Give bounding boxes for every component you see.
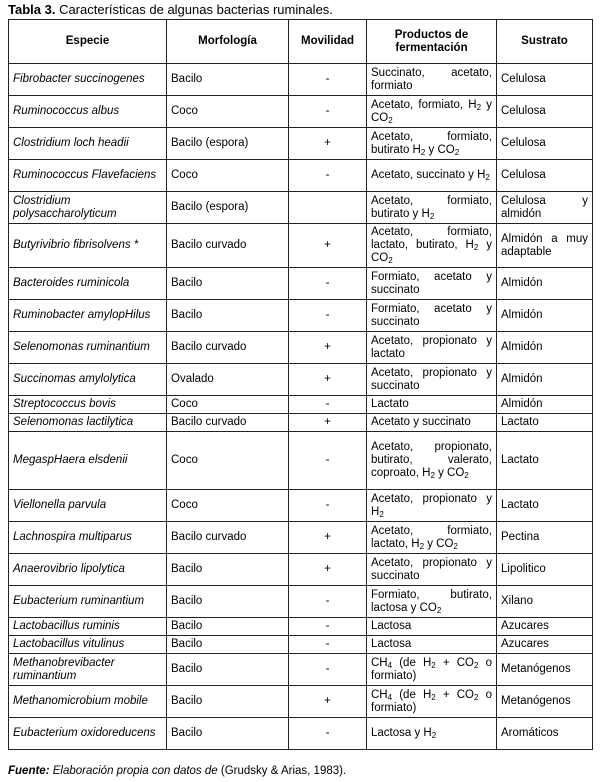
cell-sustrato: Lipolitico xyxy=(497,554,593,586)
table-row xyxy=(9,64,593,96)
cell-productos: Lactosa y $H_2$ xyxy=(367,718,497,750)
cell-sustrato: Almidón xyxy=(497,364,593,396)
cell-sustrato: Lactato xyxy=(497,490,593,522)
cell-morfologia: Bacilo xyxy=(167,554,289,586)
cell-productos: Lactosa xyxy=(367,636,497,654)
cell-productos: Acetato y succinato xyxy=(367,414,497,432)
cell-morfologia: Bacilo (espora) xyxy=(167,192,289,224)
source-text-italic: Elaboración propia con datos de xyxy=(49,765,218,777)
table-source xyxy=(8,764,346,778)
cell-especie: Bacteroides ruminicola xyxy=(9,268,167,300)
cell-sustrato: Celulosa xyxy=(497,128,593,160)
cell-sustrato: Metanógenos xyxy=(497,654,593,686)
cell-especie: Ruminococcus albus xyxy=(9,96,167,128)
cell-especie: Lactobacillus ruminis xyxy=(9,618,167,636)
cell-sustrato: Almidón xyxy=(497,268,593,300)
table-row xyxy=(9,300,593,332)
cell-productos: Formiato, butirato, lactosa y $CO_2$ xyxy=(367,586,497,618)
cell-sustrato: Almidón xyxy=(497,332,593,364)
cell-especie: MegaspHaera elsdenii xyxy=(9,432,167,490)
cell-morfologia: Bacilo curvado xyxy=(167,522,289,554)
cell-productos: Acetato, propionato y lactato xyxy=(367,332,497,364)
cell-morfologia: Coco xyxy=(167,160,289,192)
cell-movilidad: + xyxy=(289,554,367,586)
cell-sustrato: Metanógenos xyxy=(497,686,593,718)
cell-movilidad: - xyxy=(289,490,367,522)
cell-especie: Fibrobacter succinogenes xyxy=(9,64,167,96)
bacteria-table xyxy=(8,19,593,750)
cell-morfologia: Coco xyxy=(167,432,289,490)
cell-movilidad: - xyxy=(289,396,367,414)
cell-especie: Eubacterium oxidoreducens xyxy=(9,718,167,750)
cell-movilidad: - xyxy=(289,160,367,192)
cell-sustrato: Lactato xyxy=(497,414,593,432)
table-row xyxy=(9,432,593,490)
cell-sustrato: Celulosa xyxy=(497,64,593,96)
cell-especie: Clostridium polysaccharolyticum xyxy=(9,192,167,224)
cell-especie: Ruminococcus Flavefaciens xyxy=(9,160,167,192)
table-row xyxy=(9,192,593,224)
table-row xyxy=(9,636,593,654)
cell-movilidad: - xyxy=(289,654,367,686)
cell-productos: Acetato, propionato y succinato xyxy=(367,554,497,586)
table-row xyxy=(9,160,593,192)
table-row xyxy=(9,96,593,128)
cell-especie: Methanomicrobium mobile xyxy=(9,686,167,718)
cell-especie: Selenomonas lactilytica xyxy=(9,414,167,432)
header-row xyxy=(9,20,593,64)
cell-morfologia: Ovalado xyxy=(167,364,289,396)
cell-morfologia: Bacilo curvado xyxy=(167,414,289,432)
cell-movilidad: + xyxy=(289,364,367,396)
cell-morfologia: Bacilo xyxy=(167,618,289,636)
cell-especie: Lactobacillus vitulinus xyxy=(9,636,167,654)
header-morfologia: Morfología xyxy=(167,20,289,64)
cell-productos: Acetato, propionato y $H_2$ xyxy=(367,490,497,522)
header-especie: Especie xyxy=(9,20,167,64)
cell-morfologia: Bacilo xyxy=(167,64,289,96)
cell-productos: Acetato, formiato, butirato y $H_2$ xyxy=(367,192,497,224)
cell-productos: Acetato, propionato y succinato xyxy=(367,364,497,396)
cell-morfologia: Bacilo curvado xyxy=(167,224,289,268)
cell-sustrato: Almidón xyxy=(497,300,593,332)
cell-morfologia: Bacilo xyxy=(167,268,289,300)
table-row xyxy=(9,490,593,522)
table-row xyxy=(9,128,593,160)
cell-especie: Lachnospira multiparus xyxy=(9,522,167,554)
cell-productos: Acetato, succinato y $H_2$ xyxy=(367,160,497,192)
table-row xyxy=(9,718,593,750)
cell-sustrato: Azucares xyxy=(497,636,593,654)
table-caption-text: Características de algunas bacterias ruminales. xyxy=(55,2,333,17)
cell-productos: Formiato, acetato y succinato xyxy=(367,300,497,332)
table-row xyxy=(9,268,593,300)
cell-productos: Lactosa xyxy=(367,618,497,636)
source-label: Fuente: xyxy=(8,765,50,777)
cell-movilidad: + xyxy=(289,128,367,160)
cell-morfologia: Bacilo xyxy=(167,300,289,332)
cell-especie: Selenomonas ruminantium xyxy=(9,332,167,364)
cell-movilidad: - xyxy=(289,636,367,654)
cell-movilidad: + xyxy=(289,686,367,718)
cell-productos: Acetato, propionato, butirato, valerato, coproato, $H_2$ y $CO_2$ xyxy=(367,432,497,490)
table-row xyxy=(9,586,593,618)
cell-productos: Acetato, formiato, butirato $H_2$ y $CO_2$ xyxy=(367,128,497,160)
cell-especie: Succinomas amylolytica xyxy=(9,364,167,396)
cell-morfologia: Bacilo xyxy=(167,686,289,718)
cell-movilidad: + xyxy=(289,414,367,432)
cell-morfologia: Bacilo (espora) xyxy=(167,128,289,160)
cell-sustrato: Celulosa xyxy=(497,96,593,128)
cell-productos: Acetato, formiato, lactato, butirato, $H_2$ y $CO_2$ xyxy=(367,224,497,268)
cell-especie: Anaerovibrio lipolytica xyxy=(9,554,167,586)
cell-especie: Streptococcus bovis xyxy=(9,396,167,414)
table-row xyxy=(9,554,593,586)
cell-productos: $CH_4$ (de $H_2 + CO_2$ o formiato) xyxy=(367,654,497,686)
cell-movilidad xyxy=(289,192,367,224)
cell-movilidad: + xyxy=(289,522,367,554)
cell-productos: Formiato, acetato y succinato xyxy=(367,268,497,300)
table-caption-label: Tabla 3. xyxy=(8,2,56,17)
table-row xyxy=(9,332,593,364)
source-text: (Grudsky & Arias, 1983). xyxy=(217,765,347,777)
cell-sustrato: Xilano xyxy=(497,586,593,618)
cell-movilidad: + xyxy=(289,332,367,364)
cell-morfologia: Coco xyxy=(167,96,289,128)
cell-productos: $CH_4$ (de $H_2 + CO_2$ o formiato) xyxy=(367,686,497,718)
cell-especie: Methanobrevibacter ruminantium xyxy=(9,654,167,686)
cell-morfologia: Bacilo xyxy=(167,586,289,618)
cell-movilidad: - xyxy=(289,432,367,490)
header-sustrato: Sustrato xyxy=(497,20,593,64)
table-row xyxy=(9,654,593,686)
table-row xyxy=(9,396,593,414)
cell-morfologia: Bacilo xyxy=(167,636,289,654)
header-productos: Productos de fermentación xyxy=(367,20,497,64)
cell-morfologia: Bacilo curvado xyxy=(167,332,289,364)
cell-morfologia: Bacilo xyxy=(167,654,289,686)
cell-sustrato: Almidón xyxy=(497,396,593,414)
cell-sustrato: Aromáticos xyxy=(497,718,593,750)
cell-movilidad: - xyxy=(289,64,367,96)
cell-movilidad: - xyxy=(289,586,367,618)
cell-morfologia: Coco xyxy=(167,490,289,522)
table-row xyxy=(9,522,593,554)
header-movilidad: Movilidad xyxy=(289,20,367,64)
cell-productos: Lactato xyxy=(367,396,497,414)
cell-movilidad: - xyxy=(289,300,367,332)
cell-sustrato: Celulosa y almidón xyxy=(497,192,593,224)
cell-sustrato: Almidón a muy adaptable xyxy=(497,224,593,268)
cell-morfologia: Coco xyxy=(167,396,289,414)
cell-productos: Acetato, formiato, $H_2$ y $CO_2$ xyxy=(367,96,497,128)
cell-movilidad: - xyxy=(289,718,367,750)
table-row xyxy=(9,618,593,636)
cell-productos: Acetato, formiato, lactato, $H_2$ y $CO_2$ xyxy=(367,522,497,554)
cell-movilidad: - xyxy=(289,618,367,636)
table-row xyxy=(9,414,593,432)
cell-sustrato: Celulosa xyxy=(497,160,593,192)
cell-especie: Butyrivibrio fibrisolvens * xyxy=(9,224,167,268)
table-row xyxy=(9,224,593,268)
cell-movilidad: - xyxy=(289,268,367,300)
table-row xyxy=(9,686,593,718)
cell-especie: Viellonella parvula xyxy=(9,490,167,522)
cell-morfologia: Bacilo xyxy=(167,718,289,750)
cell-sustrato: Pectina xyxy=(497,522,593,554)
table-caption xyxy=(8,2,333,18)
cell-movilidad: + xyxy=(289,224,367,268)
cell-sustrato: Azucares xyxy=(497,618,593,636)
cell-especie: Ruminobacter amylopHilus xyxy=(9,300,167,332)
cell-movilidad: - xyxy=(289,96,367,128)
cell-productos: Succinato, acetato, formiato xyxy=(367,64,497,96)
table-row xyxy=(9,364,593,396)
cell-especie: Eubacterium ruminantium xyxy=(9,586,167,618)
cell-especie: Clostridium loch headii xyxy=(9,128,167,160)
cell-sustrato: Lactato xyxy=(497,432,593,490)
